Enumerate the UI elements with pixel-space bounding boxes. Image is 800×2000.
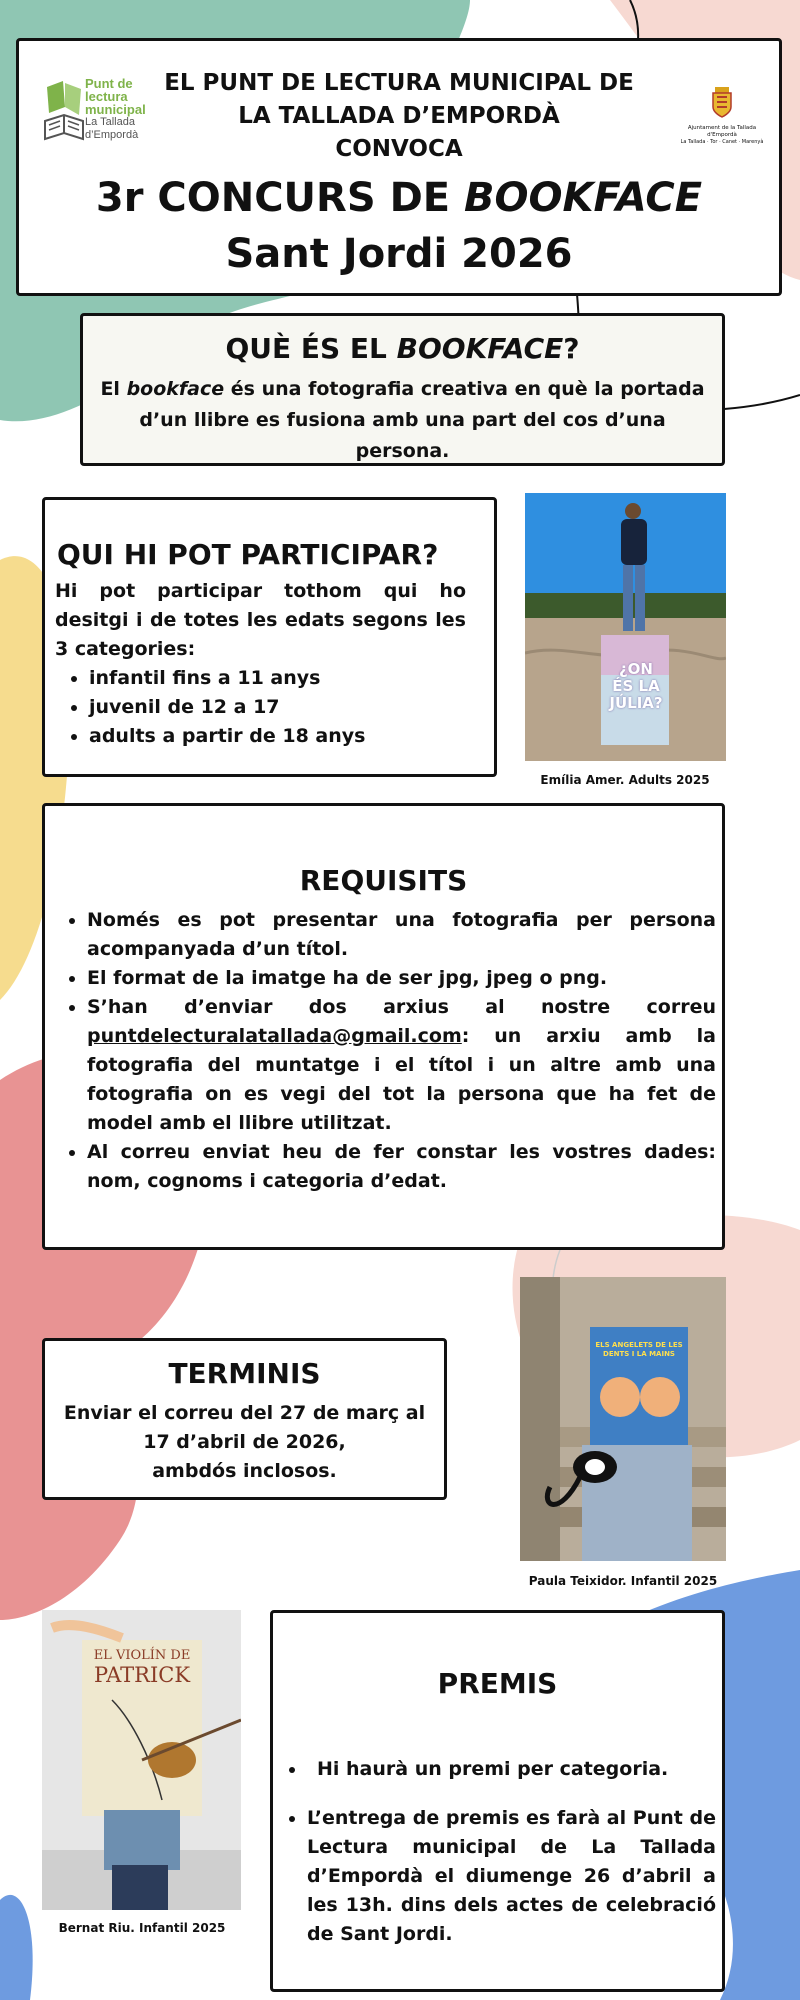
header-line-2: LA TALLADA D’EMPORDÀ [238,103,560,129]
logo-line: municipal [85,102,146,117]
requisit-item: • Només es pot presentar una fotografia per persona acompanyada d’un títol. [87,906,716,964]
terminis-box [42,1338,447,1500]
contest-title [19,173,779,223]
book-title-line: PATRICK [93,1663,191,1687]
blue-blob-left [0,1895,33,2000]
requisit-text: S’han d’enviar dos arxius al nostre correu [87,996,716,1018]
que-text-prefix: El [100,378,127,400]
book-title-line: ÉS LA [612,677,660,695]
coat-of-arms-icon [679,83,765,121]
book-title-line: ELS ANGELETS DE LES [595,1341,683,1349]
que-text-rest: és una fotografia creativa en què la portada d’un llibre es fusiona amb una part del cos d’una persona. [139,378,705,462]
photo3-caption: Bernat Riu. Infantil 2025 [58,1921,226,1935]
category-item: • adults a partir de 18 anys [89,722,466,751]
terminis-line: ambdós inclosos. [152,1460,337,1482]
header-box [16,38,782,296]
contest-title-prefix: 3r CONCURS DE [95,175,465,221]
premi-item: • Hi haurà un premi per categoria. [307,1755,716,1784]
qui-participar-box [42,497,497,777]
premi-item: • L’entrega de premis es farà al Punt de Lectura municipal de La Tallada d’Empordà el diumenge 26 d’abril a les 13h. dins dels actes de celebració de Sant Jordi. [307,1804,716,1949]
logo-line: La Tallada [85,116,135,128]
requisit-item: • El format de la imatge ha de ser jpg, jpeg o png. [87,964,716,993]
que-title-emph: BOOKFACE [396,332,564,365]
requisit-item: • Al correu enviat heu de fer constar les vostres dades: nom, cognoms i categoria d’edat. [87,1138,716,1196]
terminis-line: 17 d’abril de 2026, [143,1431,346,1453]
requisits-title: REQUISITS [299,864,468,897]
que-title-suffix: ? [563,332,580,365]
qui-intro: Hi pot participar tothom qui ho desitgi i de totes les edats segons les 3 categories: [55,580,466,660]
contest-title-emph: BOOKFACE [464,175,703,221]
category-list [55,664,466,751]
terminis-line: Enviar el correu del 27 de març al [63,1402,426,1424]
premis-box [270,1610,725,1992]
photo-bernat-riu [42,1610,241,1910]
event-title: Sant Jordi 2026 [225,231,573,277]
book-title-line: JÚLIA? [609,694,663,712]
photo1-caption: Emília Amer. Adults 2025 [540,773,710,787]
ajuntament-villages: La Tallada · Tor · Canet · Marenyà [680,139,764,145]
ajuntament-logo [679,83,765,145]
qui-body [55,577,466,751]
header-line-3: CONVOCA [335,136,463,162]
requisit-text: : un arxiu amb la fotografia del muntatge i el títol i un altre amb una fotografia on es vegi del tot la persona que ha fet de model amb el llibre utilitzat. [87,1025,716,1134]
header-line-1: EL PUNT DE LECTURA MUNICIPAL DE [164,70,634,96]
requisit-item [87,993,716,1138]
logo-line: lectura [85,89,128,104]
photo2-caption: Paula Teixidor. Infantil 2025 [528,1574,718,1588]
photo-paula-teixidor [520,1277,726,1561]
que-title-prefix: QUÈ ÉS EL [225,332,397,365]
que-es-title [83,332,722,365]
premis-list [273,1755,716,1969]
photo-emilia-amer [525,493,726,761]
logo-line: d’Empordà [85,129,139,141]
category-item: • juvenil de 12 a 17 [89,693,466,722]
bookface-photo-stairs [520,1277,726,1561]
book-title-line: EL VIOLÍN DE [93,1648,191,1663]
premis-title: PREMIS [437,1667,558,1700]
requisits-list [53,906,716,1196]
que-es-box [80,313,725,466]
book-title-line: DENTS I LA MAINS [603,1350,675,1358]
book-title-line: ¿ON [618,660,653,678]
que-text-emph: bookface [126,378,225,400]
ajuntament-name: Ajuntament de la Tallada d'Empordà [687,125,757,138]
terminis-title: TERMINIS [168,1357,321,1390]
que-es-text [93,374,712,467]
header-title-lines [19,67,779,166]
requisits-box [42,803,725,1250]
qui-title: QUI HI POT PARTICIPAR? [57,538,439,571]
logo-line: Punt de [85,76,133,91]
bookface-photo-beach [525,493,726,761]
terminis-text [51,1399,438,1486]
email-link[interactable]: puntdelecturalatallada@gmail.com [87,1025,462,1047]
category-item: • infantil fins a 11 anys [89,664,466,693]
